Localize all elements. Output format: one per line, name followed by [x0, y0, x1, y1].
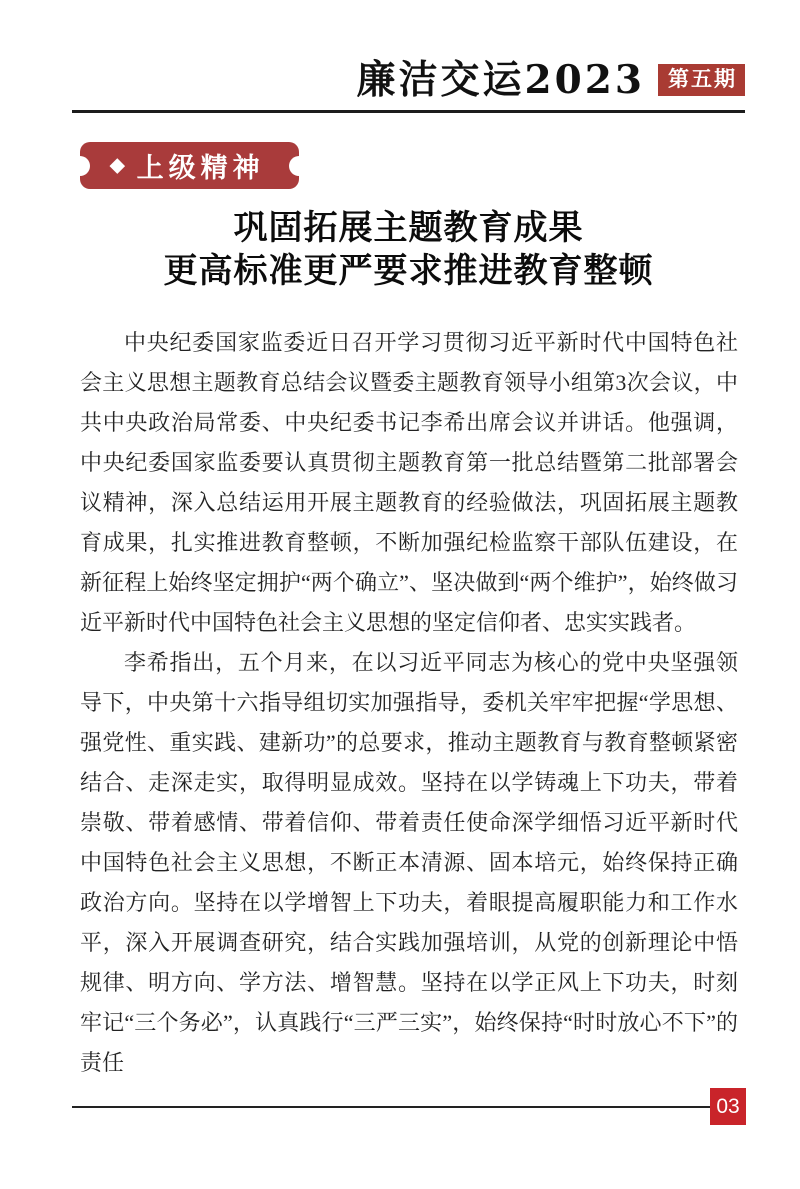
- article-title-line2: 更高标准更严要求推进教育整顿: [163, 253, 654, 290]
- paragraph: 李希指出，五个月来，在以习近平同志为核心的党中央坚强领导下，中央第十六指导组切实加强指导，委机关牢牢把握“学思想、强党性、重实践、建新功”的总要求，推动主题教育与教育整顿紧密结合、走深走实，取得明显成效。坚持在以学铸魂上下功夫，带着崇敬、带着感情、带着信仰、带着责任使命深学细悟习近平新时代中国特色社会主义思想，不断正本清源、固本培元，始终保持正确政治方向。坚持在以学增智上下功夫，着眼提高履职能力和工作水平，深入开展调查研究，结合实践加强培训，从党的创新理论中悟规律、明方向、学方法、增智慧。坚持在以学正风上下功夫，时刻牢记“三个务必”，认真践行“三严三实”，始终保持“时时放心不下”的责任: [80, 650, 738, 1075]
- page-number-badge: 03: [710, 1088, 746, 1125]
- header-rule: [72, 110, 745, 113]
- diamond-icon: ◆: [110, 155, 125, 176]
- article-title-line1: 巩固拓展主题教育成果: [233, 210, 584, 247]
- section-badge-label: 上级精神: [136, 153, 265, 183]
- article-title: [72, 207, 745, 293]
- issue-badge: 第五期: [658, 64, 745, 96]
- footer-rule: [72, 1106, 710, 1108]
- masthead-title: 廉洁交运2023: [356, 57, 645, 103]
- page-header: [72, 58, 745, 102]
- article-body: [80, 323, 738, 1083]
- paragraph: 中央纪委国家监委近日召开学习贯彻习近平新时代中国特色社会主义思想主题教育总结会议暨委主题教育领导小组第3次会议，中共中央政治局常委、中央纪委书记李希出席会议并讲话。他强调，中央纪委国家监委要认真贯彻主题教育第一批总结暨第二批部署会议精神，深入总结运用开展主题教育的经验做法，巩固拓展主题教育成果，扎实推进教育整顿，不断加强纪检监察干部队伍建设，在新征程上始终坚定拥护“两个确立”、坚决做到“两个维护”，始终做习近平新时代中国特色社会主义思想的坚定信仰者、忠实实践者。: [80, 330, 738, 635]
- section-badge: [80, 142, 299, 189]
- page-footer: [72, 1088, 746, 1125]
